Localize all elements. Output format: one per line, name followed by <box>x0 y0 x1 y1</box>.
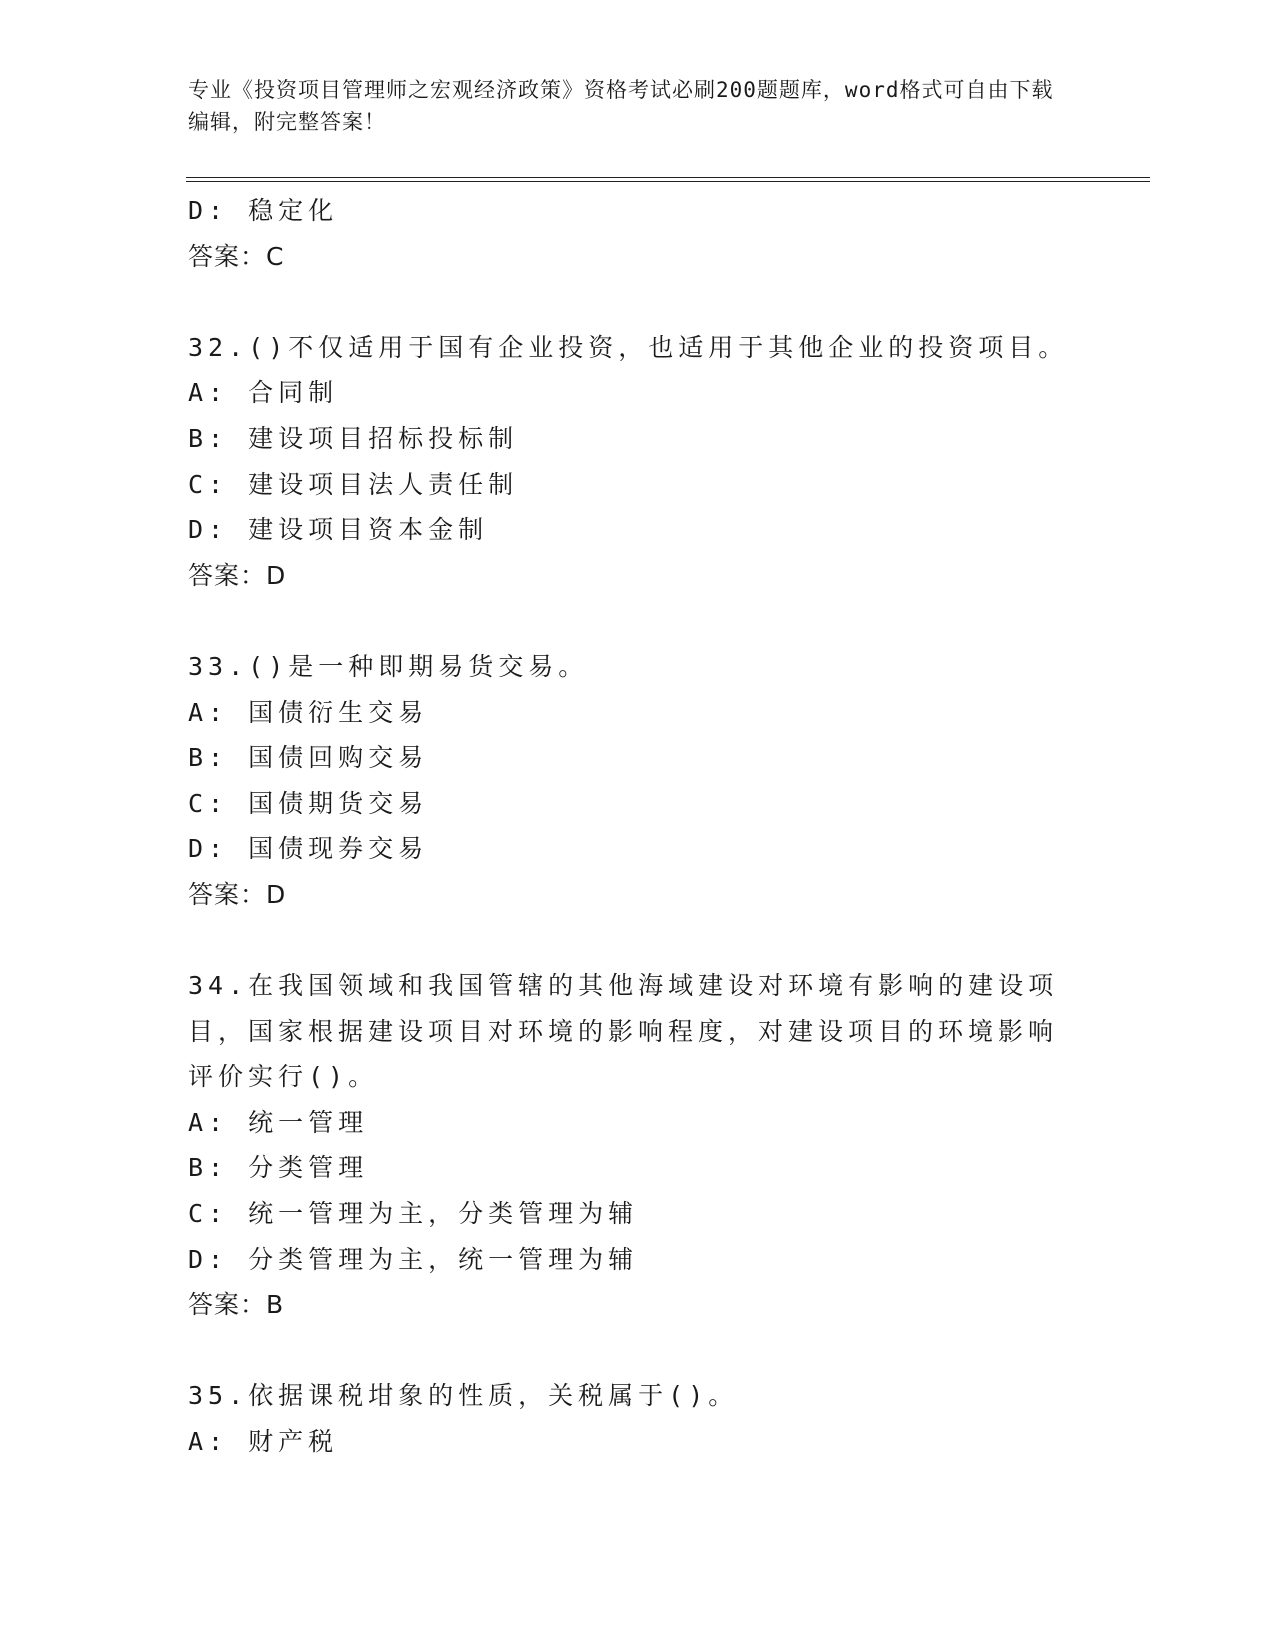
question-stem: 32.()不仅适用于国有企业投资，也适用于其他企业的投资项目。 <box>188 332 1069 362</box>
option-b: B: 建设项目招标投标制 <box>188 423 519 453</box>
question-34 <box>188 963 1068 1328</box>
answer-line: 答案：D <box>188 879 287 909</box>
question-stem: 33.()是一种即期易货交易。 <box>188 651 589 681</box>
option-a: A: 合同制 <box>188 378 339 408</box>
header-divider <box>186 177 1150 182</box>
answer-line: 答案：C <box>188 241 285 271</box>
question-stem: 35.依据课税坩象的性质，关税属于()。 <box>188 1381 739 1411</box>
option-b: B: 国债回购交易 <box>188 743 429 773</box>
option-c: C: 国债期货交易 <box>188 788 429 818</box>
answer-line: 答案：B <box>188 1290 285 1320</box>
question-35 <box>188 1373 1068 1464</box>
spacer <box>188 918 1068 964</box>
option-a: A: 统一管理 <box>188 1107 369 1137</box>
option-d: D: 稳定化 <box>188 196 339 225</box>
question-32 <box>188 325 1068 599</box>
option-a: A: 国债衍生交易 <box>188 697 429 727</box>
page-header: 专业《投资项目管理师之宏观经济政策》资格考试必刷200题题库，word格式可自由下载编辑，附完整答案！ <box>188 78 1054 134</box>
question-stem: 34.在我国领域和我国管辖的其他海域建设对环境有影响的建设项目，国家根据建设项目对环境的影响程度，对建设项目的环境影响评价实行()。 <box>188 971 1059 1092</box>
option-c: C: 统一管理为主，分类管理为辅 <box>188 1199 639 1229</box>
option-c: C: 建设项目法人责任制 <box>188 469 519 499</box>
option-b: B: 分类管理 <box>188 1153 369 1183</box>
option-d: D: 建设项目资本金制 <box>188 515 489 545</box>
spacer <box>188 1328 1068 1374</box>
option-d: D: 国债现券交易 <box>188 834 429 864</box>
spacer <box>188 279 1068 325</box>
option-a: A: 财产税 <box>188 1427 339 1457</box>
answer-line: 答案：D <box>188 560 287 590</box>
spacer <box>188 598 1068 644</box>
question-content <box>188 188 1068 1465</box>
question-33 <box>188 644 1068 918</box>
option-d: D: 分类管理为主，统一管理为辅 <box>188 1244 639 1274</box>
